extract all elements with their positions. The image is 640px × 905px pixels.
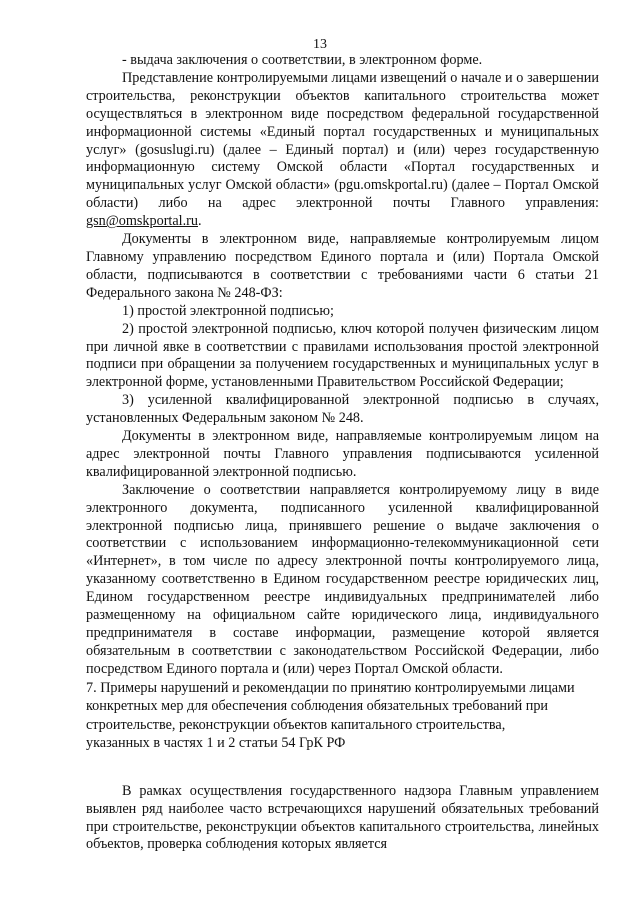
section-spacer	[86, 753, 599, 783]
email-link[interactable]: gsn@omskportal.ru	[86, 213, 198, 230]
paragraph-notifications-text: Представление контролируемыми лицами извещений о начале и о завершении строительства, реконструкции объектов капитального строительства может осуществляться в электронном виде посредством федеральной государственной информационной системы «Единый портал государственных и муниципальных услуг» (gosuslugi.ru) (далее – Единый портал) и (или) через государственную информационную систему Омской области «Портал государственных и муниципальных услуг Омской области» (pgu.omskportal.ru) (далее – Портал Омской области) либо на адрес электронной почты Главного управления:	[86, 69, 599, 212]
paragraph-issuance-item: - выдача заключения о соответствии, в электронном форме.	[122, 52, 483, 68]
list-item-simple-signature: 1) простой электронной подписью;	[122, 302, 334, 319]
section-heading-line-1: 7. Примеры нарушений и рекомендации по принятию контролируемыми лицами	[86, 679, 575, 696]
paragraph-notifications	[86, 70, 599, 231]
section-heading	[86, 679, 599, 753]
list-item-personal-signature: 2) простой электронной подписью, ключ которой получен физическим лицом при личной явке в соответствии с правилами использования простой электронной подписи при обращении за получением государственных и муниципальных услуг в электронной форме, установленными Правительством Российской Федерации;	[86, 320, 599, 391]
paragraph-violations-intro: В рамках осуществления государственного надзора Главным управлением выявлен ряд наиболее часто встречающихся нарушений обязательных требований при строительстве, реконструкции объектов капитального строительства, линейных объектов, проверка соблюдения которых является	[86, 782, 599, 853]
paragraph-notifications-end: .	[197, 213, 202, 230]
document-body	[86, 52, 599, 854]
paragraph-email-documents: Документы в электронном виде, направляемые контролируемым лицом на адрес электронной почты Главного управления подписываются усиленной квалифицированной электронной подписью.	[86, 428, 599, 480]
section-heading-line-3: строительстве, реконструкции объектов капитального строительства,	[86, 716, 506, 733]
section-heading-line-4: указанных в частях 1 и 2 статьи 54 ГрК РФ	[86, 735, 346, 752]
list-item-qualified-signature: 3) усиленной квалифицированной электронной подписью в случаях, установленных Федеральным законом № 248.	[86, 392, 599, 427]
section-heading-line-2: конкретных мер для обеспечения соблюдения обязательных требований при	[86, 698, 548, 715]
paragraph-conclusion-delivery: Заключение о соответствии направляется контролируемому лицу в виде электронного документа, подписанного усиленной квалифицированной электронной подписью лица, принявшего решение о выдаче заключения о соответствии с использованием информационно-телекоммуникационной сети «Интернет», в том числе по адресу электронной почты контролируемого лица, указанному соответственно в Едином государственном реестре юридических лиц, Едином государственном реестре индивидуальных предпринимателей либо размещенному на официальном сайте юридического лица, индивидуального предпринимателя в составе информации, размещение которой является обязательным в соответствии с законодательством Российской Федерации, либо посредством Единого портала и (или) через Портал Омской области.	[86, 481, 599, 677]
paragraph-signing-requirements: Документы в электронном виде, направляемые контролируемым лицом Главному управлению посредством Единого портала и (или) Портала Омской области, подписываются в соответствии с требованиями части 6 статьи 21 Федерального закона № 248-ФЗ:	[86, 231, 599, 301]
page-number: 13	[313, 37, 327, 52]
